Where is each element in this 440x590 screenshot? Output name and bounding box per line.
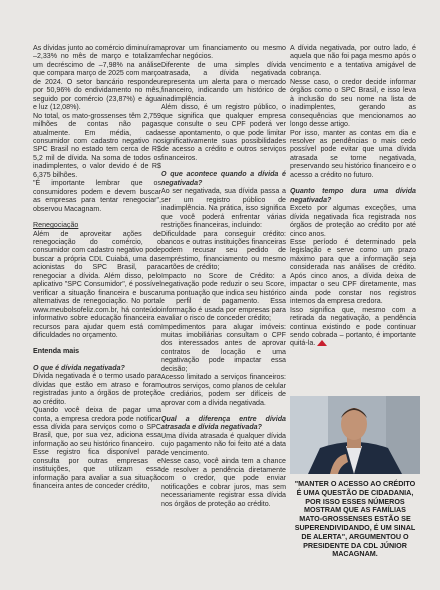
- paragraph-text: Isso significa que, mesmo com a retirada da negativação, a pendência continua existindo e pode continuar sendo cobrada – portanto, é importante quitá-la.: [290, 305, 416, 348]
- spacer: [33, 213, 161, 221]
- article-column-3: [290, 44, 416, 348]
- paragraph: No total, os mato-grossenses têm 2,759 milhões de contas não pagas atualmente. Em média, cada consumidor com cadastro negativo no SPC Brasil no estado tem cerca de R$ 5,2 mil de dívida. Na soma de todos os inadimplentes, o valor devido é de R$ 6,375 bilhões.: [33, 111, 161, 179]
- section-heading-entenda: Entenda mais: [33, 347, 80, 356]
- paragraph: [290, 306, 416, 348]
- portrait-illustration: [290, 396, 420, 474]
- paragraph: "É importante lembrar que os consumidores podem e devem buscar as empresas para tentar renegociar", observou Macagnam.: [33, 179, 161, 213]
- paragraph: Além de aproveitar ações de renegociação do comércio, o consumidor com cadastro negativo pode buscar a própria CDL Cuiabá, uma das acionistas do SPC Brasil, para renegociar a dívida. Além disso, pelo aplicativo "SPC Consumidor", é possível verificar a situação financeira e buscar alternativas de renegociação. No portal www.meubolsofeliz.com.br, há conteúdo informativo sobre educação financeira e recursos para ajudar quem está com dificuldades no orçamento.: [33, 229, 161, 339]
- paragraph: Quando você deixa de pagar uma conta, a empresa credora pode notificar essa dívida para serviços como o SPC Brasil, que, por sua vez, adiciona essa informação ao seu histórico financeiro.: [33, 406, 161, 448]
- red-triangle-end-mark-icon: [317, 340, 327, 346]
- paragraph: Diferente de uma simples dívida atrasada, a dívida negativada representa um alerta para o mercado financeiro, indicando um histórico de inadimplência.: [161, 60, 286, 103]
- subheading-question: O que acontece quando a dívida é negativada?: [161, 170, 286, 187]
- subheading-question: O que é dívida negativada?: [33, 363, 125, 372]
- pull-quote: "MANTER O ACESSO AO CRÉDITO É UMA QUESTÃO DE CIDADANIA, POR ISSO ESSES NÚMEROS MOSTRAM QUE AS FAMÍLIAS MATO-GROSSENSES ESTÃO SE SUPERENDIVIDANDO, É UM SINAL DE ALERTA", ARGUMENTOU O PRESIDENTE DA CDL JÚNIOR MACAGNAM.: [294, 479, 416, 559]
- subheading-question: Qual a diferença entre dívida atrasada e dívida negativada?: [161, 415, 286, 432]
- paragraph: Uma dívida atrasada é qualquer dívida cujo pagamento não foi feito até a data de vencimento.: [161, 431, 286, 457]
- paragraph: As dívidas junto ao comércio diminuíram –2,33% no mês de março e totalizam um decréscimo de –7,98% na análise que compara março de 2025 com março de 2024. O setor bancário respondeu por 50,96% do endividamento no mês, seguido por comércio (23,87%) e água e luz (12,08%).: [33, 44, 161, 112]
- paragraph: Esse registro fica disponível para consulta por outras empresas e instituições, que utilizam essa informação para avaliar a sua situação financeira antes de conceder crédito,: [33, 448, 161, 491]
- paragraph: Por isso, manter as contas em dia e resolver as pendências o mais cedo possível pode evitar que uma dívida atrasada se torne negativada, preservando seu histórico financeiro e o acesso a crédito no futuro.: [290, 128, 416, 179]
- paragraph: Dívida negativada é o termo usado para dívidas que estão em atraso e foram registradas junto a órgãos de proteção ao crédito.: [33, 372, 161, 406]
- article-column-1: [33, 44, 161, 491]
- paragraph: Exceto por algumas exceções, uma dívida negativada fica registrada nos órgãos de proteção ao crédito por até cinco anos.: [290, 204, 416, 238]
- spacer: [33, 356, 161, 364]
- article-column-2: [161, 44, 286, 508]
- spacer: [33, 339, 161, 347]
- paragraph: aprovar um financiamento ou mesmo fechar negócios.: [161, 44, 286, 61]
- paragraph: Nesse caso, você ainda tem a chance de resolver a pendência diretamente com o credor, que pode enviar notificações e cobrar juros, mas sem necessariamente registrar essa dívida nos órgãos de proteção ao crédito.: [161, 457, 286, 508]
- subheading-question: Quanto tempo dura uma dívida negativada?: [290, 187, 416, 204]
- section-heading-renegociacao: Renegociação: [33, 221, 79, 230]
- paragraph: Dificuldade para conseguir crédito: bancos e outras instituições financeiras podem recusar seu pedido de empréstimo, financiamento ou mesmo cartões de crédito;: [161, 229, 286, 272]
- paragraph: Impacto no Score de Crédito: a negativação pode reduzir o seu Score, uma pontuação que indica seu histórico e perfil de pagamento. Essa informação é usada por empresas para avaliar o risco de conceder crédito;: [161, 271, 287, 323]
- paragraph: Além disso, é um registro público, o que significa que qualquer empresa que consulte o seu CPF poderá ver esse apontamento, o que pode limitar significativamente suas possibilidades de acesso a crédito e outros serviços financeiros.: [161, 103, 286, 162]
- spacer: [290, 179, 416, 187]
- portrait-photo: [290, 396, 420, 474]
- paragraph: Ao ser negativada, sua dívida passa a ser um registro público de inadimplência. Na prática, isso significa que você poderá enfrentar várias restrições financeiras, incluindo:: [161, 187, 286, 230]
- paragraph: Esse período é determinado pela legislação e serve como um prazo máximo para que a informação seja considerada nas análises de crédito. Após cinco anos, a dívida deixa de impactar o seu CPF diretamente, mas ainda pode constar nos registros internos da empresa credora.: [290, 237, 416, 306]
- spacer: [161, 162, 286, 170]
- paragraph: Nesse caso, o credor decide informar órgãos como o SPC Brasil, e isso leva à inclusão do seu nome na lista de inadimplentes, gerando as consequências que mencionamos ao longo desse artigo.: [290, 77, 416, 129]
- paragraph: Impedimentos para alugar imóveis: muitas imobiliárias consultam o CPF dos interessados antes de aprovar contratos de locação e uma negativação pode impactar essa decisão;: [161, 322, 286, 373]
- spacer: [161, 407, 286, 415]
- paragraph: A dívida negativada, por outro lado, é aquela que não foi paga mesmo após o vencimento e a tentativa amigável de cobrança.: [290, 44, 416, 78]
- paragraph: Acesso limitado a serviços financeiros: outros serviços, como planos de celular e crediários, podem ser difíceis de aprovar com a dívida negativada.: [161, 373, 286, 407]
